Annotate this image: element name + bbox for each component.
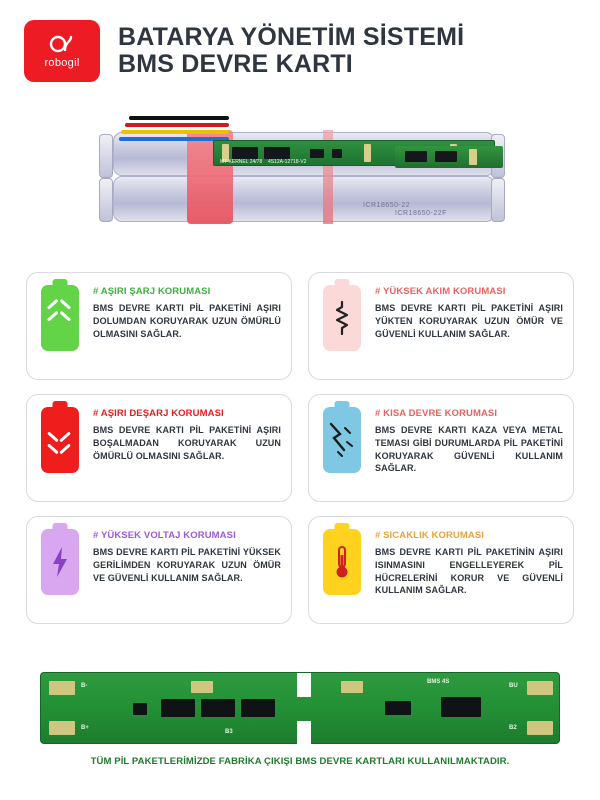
bolt-icon <box>49 545 71 579</box>
page-title-line1: BATARYA YÖNETİM SİSTEMİ <box>118 23 465 51</box>
solder-pad-2 <box>364 144 371 162</box>
feature-title: # AŞIRI DEŞARJ KORUMASI <box>93 408 224 419</box>
feature-body: BMS DEVRE KARTI PİL PAKETİNİ YÜKSEK GERİLİMDEN KORUYARAK UZUN ÖMÜR VE GÜVENLİ KULLANIM SAĞLAR. <box>93 547 281 583</box>
label-b2: B2 <box>509 725 517 731</box>
ic-secondary <box>441 697 481 717</box>
pcb-silk-2: MT KERNEL 24/78 <box>220 159 263 165</box>
pcb-silk-1: 4S12A-12718-V2 <box>268 159 307 165</box>
wire-black <box>129 116 229 120</box>
cell-silk-2: ICR18650-22F <box>395 210 447 217</box>
cell-cap-right2 <box>491 178 505 222</box>
battery-short-circuit-icon <box>323 407 361 473</box>
ic-chip-1 <box>310 149 324 158</box>
feature-text <box>93 405 281 491</box>
feature-title: # YÜKSEK VOLTAJ KORUMASI <box>93 530 236 541</box>
feature-card-overcurrent <box>308 272 574 380</box>
board-notch-bottom <box>297 721 311 745</box>
battery-overcurrent-icon <box>323 285 361 351</box>
feature-body: BMS DEVRE KARTI PİL PAKETİNİ AŞIRI YÜKTEN KORUYARAK UZUN ÖMÜR VE GÜVENLİ KULLANIM SAĞLAR. <box>375 303 563 339</box>
feature-text <box>93 283 281 369</box>
resistor-zigzag-icon <box>334 300 350 336</box>
logo-mark-icon <box>49 34 75 54</box>
cell-cap-left <box>99 134 113 178</box>
page-title-line2: BMS DEVRE KARTI <box>118 50 353 78</box>
mosfet-2 <box>201 699 235 717</box>
feature-card-temperature <box>308 516 574 624</box>
mosfet-chip-4 <box>435 151 457 162</box>
brand-name: robogil <box>44 56 80 69</box>
product-photo <box>0 92 600 247</box>
mosfet-chip-3 <box>405 151 427 162</box>
chevrons-down-icon <box>48 423 72 457</box>
bms-board-photo <box>40 672 560 744</box>
feature-text <box>375 283 563 369</box>
battery-overvoltage-icon <box>41 529 79 595</box>
icon-slot <box>37 283 83 369</box>
battery-overcharge-icon <box>41 285 79 351</box>
pcb-board <box>40 672 560 744</box>
icon-slot <box>319 405 365 491</box>
icon-slot <box>37 527 83 613</box>
feature-card-overcharge <box>26 272 292 380</box>
thermometer-icon <box>331 543 353 581</box>
feature-title: # AŞIRI ŞARJ KORUMASI <box>93 286 211 297</box>
header-titles <box>118 20 464 78</box>
label-center: BMS 4S <box>427 679 450 685</box>
label-bu: BU <box>509 683 518 689</box>
label-b-plus: B+ <box>81 725 89 731</box>
battery-overdischarge-icon <box>41 407 79 473</box>
header <box>0 0 600 88</box>
feature-body: BMS DEVRE KARTI PİL PAKETİNİN AŞIRI ISINMASINI ENGELLEYEREK PİL HÜCRELERİNİ KORUR VE GÜVENLİ KULLANIM SAĞLAR. <box>375 547 563 596</box>
feature-card-short-circuit <box>308 394 574 502</box>
feature-text <box>375 405 563 491</box>
cell-silk-1: ICR18650-22 <box>363 202 411 209</box>
feature-grid <box>26 272 574 624</box>
label-b3: B3 <box>225 729 233 735</box>
feature-body: BMS DEVRE KARTI PİL PAKETİNİ AŞIRI DOLUMDAN KORUYARAK UZUN ÖMÜRLÜ OLMASINI SAĞLAR. <box>93 303 281 339</box>
pad-b-plus <box>49 721 75 735</box>
feature-card-overdischarge <box>26 394 292 502</box>
wire-yellow <box>121 130 229 134</box>
board-notch-top <box>297 673 311 697</box>
solder-pad-4 <box>469 149 477 165</box>
brand-logo <box>24 20 100 82</box>
battery-temperature-icon <box>323 529 361 595</box>
ic-main <box>385 701 411 715</box>
feature-title: # YÜKSEK AKIM KORUMASI <box>375 286 506 297</box>
bms-board-right <box>395 146 503 168</box>
pad-b-minus <box>49 681 75 695</box>
mosfet-1 <box>161 699 195 717</box>
feature-text <box>375 527 563 613</box>
cell-cap-left2 <box>99 178 113 222</box>
feature-body: BMS DEVRE KARTI PİL PAKETİNİ AŞIRI BOŞALMADAN KORUYARAK UZUN ÖMÜRLÜ OLMASINI SAĞLAR. <box>93 425 281 461</box>
mosfet-chip-2 <box>264 147 290 159</box>
footer-note: TÜM PİL PAKETLERİMİZDE FABRİKA ÇIKIŞI BMS DEVRE KARTLARI KULLANILMAKTADIR. <box>90 756 510 767</box>
battery-pack-illustration <box>95 110 515 230</box>
chevrons-up-icon <box>48 301 72 335</box>
feature-title: # KISA DEVRE KORUMASI <box>375 408 498 419</box>
feature-card-overvoltage <box>26 516 292 624</box>
icon-slot <box>37 405 83 491</box>
mosfet-chip-1 <box>232 147 258 159</box>
feature-title: # SICAKLIK KORUMASI <box>375 530 485 541</box>
pad-bu <box>527 681 553 695</box>
pad-mid-1 <box>191 681 213 693</box>
label-b-minus: B- <box>81 683 88 689</box>
pad-b2 <box>527 721 553 735</box>
pad-mid-2 <box>341 681 363 693</box>
icon-slot <box>319 527 365 613</box>
feature-text <box>93 527 281 613</box>
icon-slot <box>319 283 365 369</box>
mosfet-3 <box>241 699 275 717</box>
wire-red <box>125 123 229 127</box>
capacitor-1 <box>133 703 147 715</box>
spark-icon <box>328 420 356 460</box>
ic-chip-2 <box>332 149 342 158</box>
feature-body: BMS DEVRE KARTI KAZA VEYA METAL TEMASI GİBİ DURUMLARDA PİL PAKETİNİ KORUYARAK GÜVENLİ KULLANIM SAĞLAR. <box>375 425 563 474</box>
